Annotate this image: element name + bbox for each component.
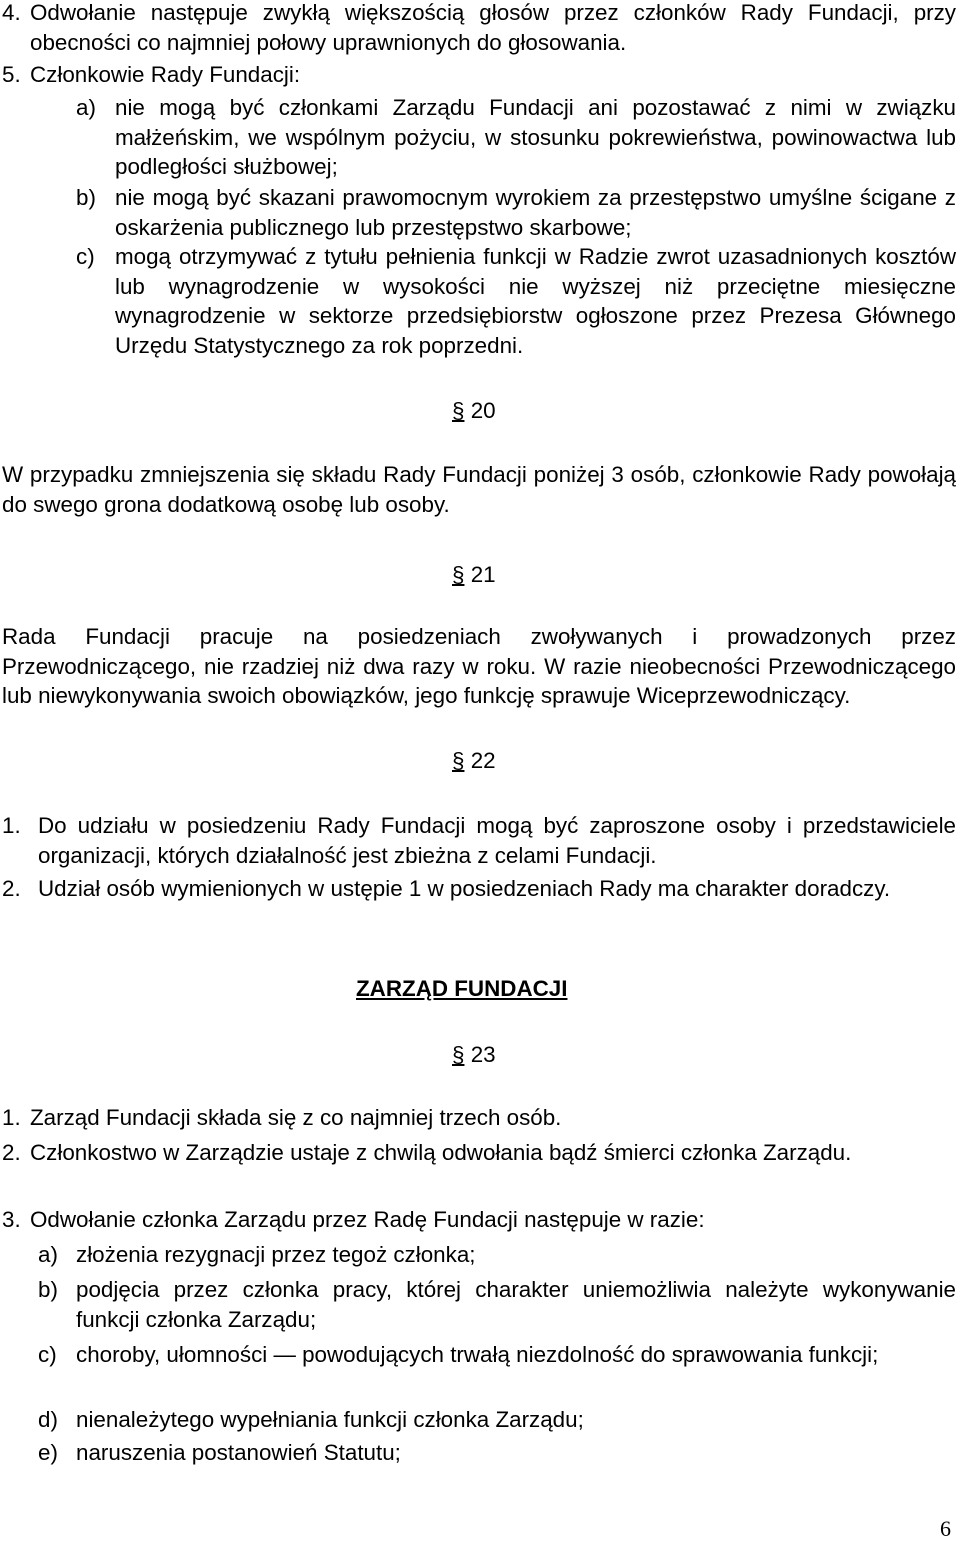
section-number: 22 (470, 748, 496, 773)
item-text: naruszenia postanowień Statutu; (76, 1440, 401, 1465)
section-symbol: § (452, 562, 465, 587)
item-text: Udział osób wymienionych w ustępie 1 w posiedzeniach Rady ma charakter doradczy. (38, 876, 891, 901)
section-number: 20 (470, 398, 496, 423)
item-text: nienależytego wypełniania funkcji członka Zarządu; (76, 1407, 584, 1432)
item-text: Członkowie Rady Fundacji: (30, 62, 301, 87)
item-number: 2. (2, 876, 21, 901)
section-20-heading (452, 396, 532, 426)
item-number: 1. (2, 1105, 21, 1130)
item-number: 5. (2, 62, 21, 87)
item-letter: a) (38, 1242, 58, 1267)
chapter-heading: ZARZĄD FUNDACJI (356, 976, 568, 1001)
item-text: Do udziału w posiedzeniu Rady Fundacji mogą być zaproszone osoby i przedstawiciele organizacji, których działalność jest zbieżna z celami Fundacji. (38, 813, 956, 868)
item-text: choroby, ułomności — powodujących trwałą niezdolność do sprawowania funkcji; (76, 1342, 879, 1367)
section-symbol: § (452, 748, 465, 773)
item-letter: b) (38, 1277, 58, 1302)
item-letter: a) (76, 95, 96, 120)
item-letter: c) (38, 1342, 57, 1367)
item-text: Zarząd Fundacji składa się z co najmniej trzech osób. (30, 1105, 562, 1130)
item-number: 3. (2, 1207, 21, 1232)
section-symbol: § (452, 398, 465, 423)
item-text: Członkostwo w Zarządzie ustaje z chwilą odwołania bądź śmierci członka Zarządu. (30, 1140, 852, 1165)
item-letter: b) (76, 185, 96, 210)
item-number: 1. (2, 813, 21, 838)
section-21-heading (452, 560, 532, 590)
item-text: mogą otrzymywać z tytułu pełnienia funkcji w Radzie zwrot uzasadnionych kosztów lub wynagrodzenie w wysokości nie wyższej niż przeciętne miesięczne wynagrodzenie w sektorze przedsiębiorstw ogłoszone przez Prezesa Głównego Urzędu Statystycznego za rok poprzedni. (115, 244, 956, 358)
section-20-text: W przypadku zmniejszenia się składu Rady Fundacji poniżej 3 osób, członkowie Rady powołają do swego grona dodatkową osobę lub osoby. (2, 462, 956, 517)
item-text: Odwołanie następuje zwykłą większością głosów przez członków Rady Fundacji, przy obecności co najmniej połowy uprawnionych do głosowania. (30, 0, 956, 55)
item-number: 2. (2, 1140, 21, 1165)
section-number: 21 (470, 562, 496, 587)
section-23-heading (452, 1040, 532, 1070)
section-number: 23 (470, 1042, 496, 1067)
item-text: podjęcia przez członka pracy, której charakter uniemożliwia należyte wykonywanie funkcji członka Zarządu; (76, 1277, 956, 1332)
item-text: nie mogą być skazani prawomocnym wyrokiem za przestępstwo umyślne ścigane z oskarżenia publicznego lub przestępstwo skarbowe; (115, 185, 956, 240)
item-number: 4. (2, 0, 21, 25)
item-text: nie mogą być członkami Zarządu Fundacji ani pozostawać z nimi w związku małżeńskim, we wspólnym pożyciu, w stosunku pokrewieństwa, powinowactwa lub podległości służbowej; (115, 95, 956, 179)
section-21-text: Rada Fundacji pracuje na posiedzeniach zwoływanych i prowadzonych przez Przewodniczącego, nie rzadziej niż dwa razy w roku. W razie nieobecności Przewodniczącego lub niewykonywania swoich obowiązków, jego funkcję sprawuje Wiceprzewodniczący. (2, 624, 956, 708)
item-letter: e) (38, 1440, 58, 1465)
item-text: złożenia rezygnacji przez tegoż członka; (76, 1242, 476, 1267)
item-letter: d) (38, 1407, 58, 1432)
item-letter: c) (76, 244, 95, 269)
section-symbol: § (452, 1042, 465, 1067)
page-number: 6 (940, 1516, 951, 1541)
item-text: Odwołanie członka Zarządu przez Radę Fundacji następuje w razie: (30, 1207, 705, 1232)
section-22-heading (452, 746, 532, 776)
